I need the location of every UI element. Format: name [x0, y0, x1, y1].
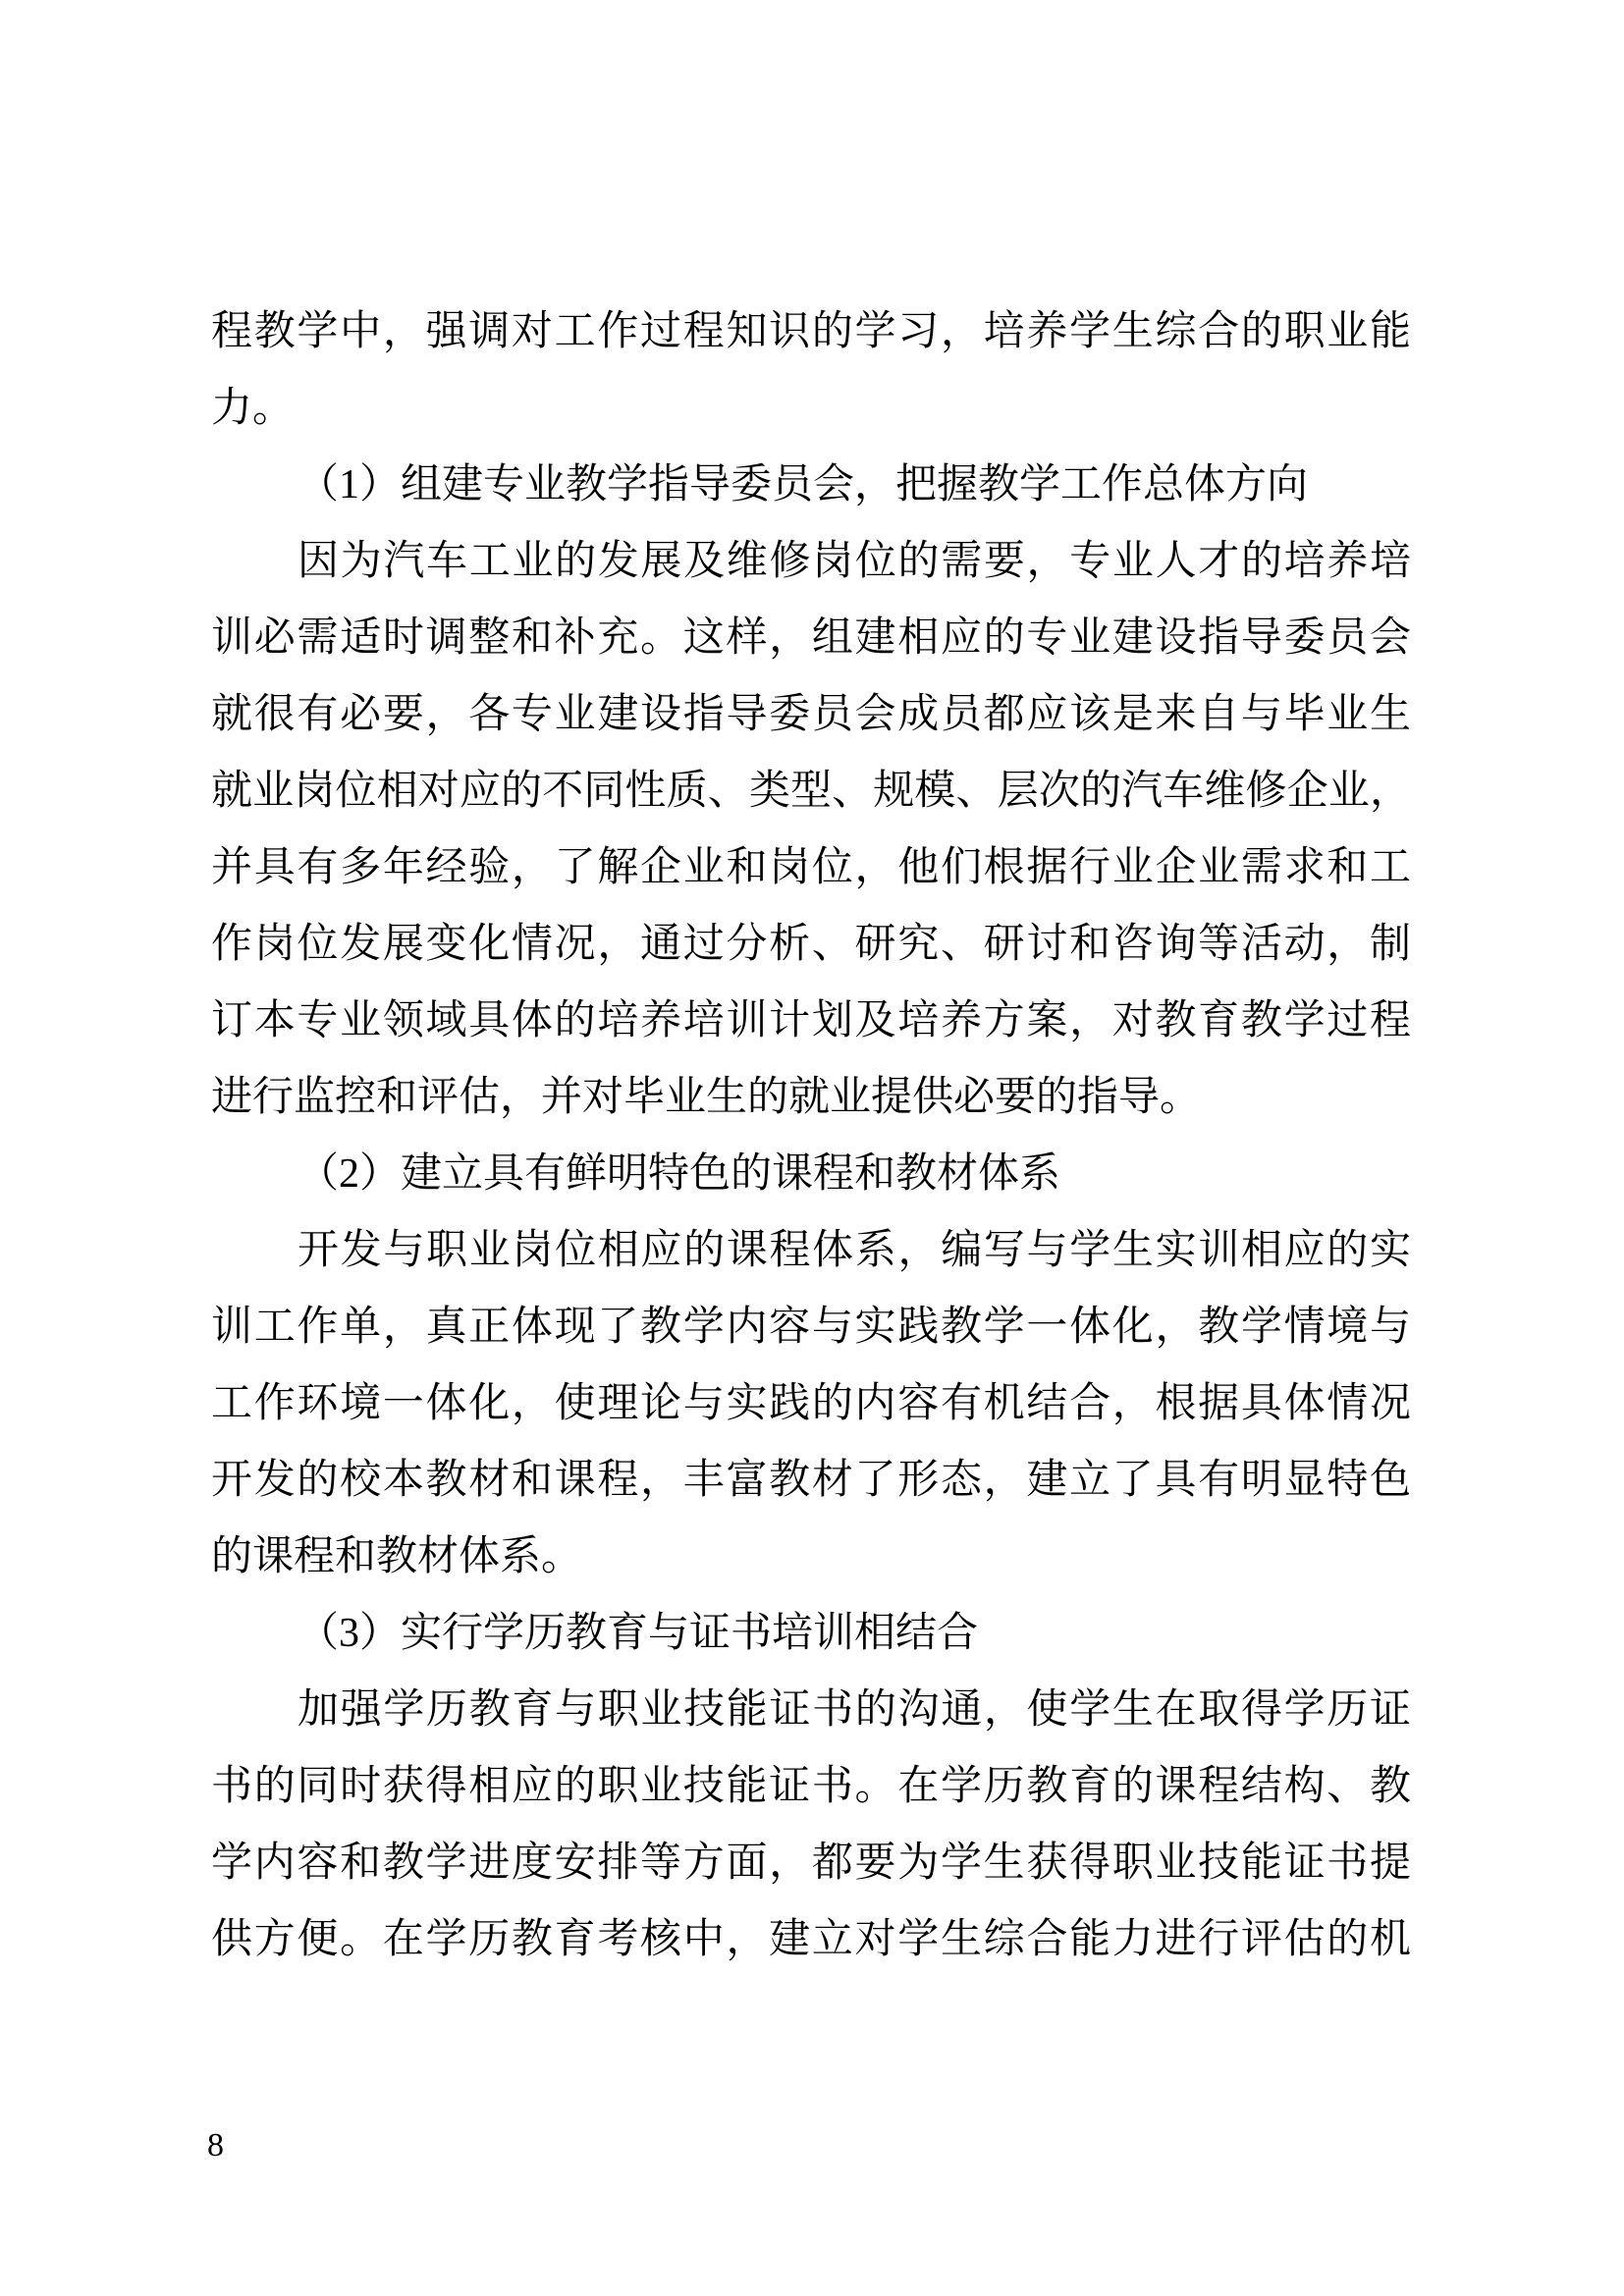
text-line: 程教学中，强调对工作过程知识的学习，培养学生综合的职业能: [211, 309, 1411, 354]
text-line: 进行监控和评估，并对毕业生的就业提供必要的指导。: [211, 1075, 1202, 1120]
page-number: 8: [207, 2127, 224, 2163]
document-body: [211, 294, 1411, 1978]
text-line: 并具有多年经验，了解企业和岗位，他们根据行业企业需求和工: [211, 845, 1411, 890]
text-line: 因为汽车工业的发展及维修岗位的需要，专业人才的培养培: [298, 539, 1411, 584]
text-line: 开发的校本教材和课程，丰富教材了形态，建立了具有明显特色: [211, 1458, 1411, 1503]
paragraph: [211, 1136, 1411, 1212]
text-line: 工作环境一体化，使理论与实践的内容有机结合，根据具体情况: [211, 1381, 1411, 1426]
text-line: （1）组建专业教学指导委员会，把握教学工作总体方向: [298, 462, 1309, 507]
text-line: 加强学历教育与职业技能证书的沟通，使学生在取得学历证: [298, 1687, 1411, 1733]
text-line: （3）实行学历教育与证书培训相结合: [298, 1611, 979, 1656]
text-line: 开发与职业岗位相应的课程体系，编写与学生实训相应的实: [298, 1228, 1411, 1273]
text-line: （2）建立具有鲜明特色的课程和教材体系: [298, 1151, 1061, 1197]
text-line: 供方便。在学历教育考核中，建立对学生综合能力进行评估的机: [211, 1917, 1411, 1962]
paragraph: [211, 294, 1411, 447]
paragraph: [211, 1595, 1411, 1672]
paragraph: [211, 1212, 1411, 1595]
text-line: 力。: [211, 386, 295, 431]
paragraph: [211, 1672, 1411, 1978]
text-line: 训工作单，真正体现了教学内容与实践教学一体化，教学情境与: [211, 1305, 1411, 1350]
paragraph: [211, 447, 1411, 523]
text-line: 的课程和教材体系。: [211, 1534, 583, 1579]
text-line: 就业岗位相对应的不同性质、类型、规模、层次的汽车维修企业，: [211, 769, 1411, 814]
paragraph: [211, 523, 1411, 1136]
text-line: 订本专业领域具体的培养培训计划及培养方案，对教育教学过程: [211, 998, 1411, 1043]
text-line: 训必需适时调整和补充。这样，组建相应的专业建设指导委员会: [211, 615, 1411, 661]
text-line: 作岗位发展变化情况，通过分析、研究、研讨和咨询等活动，制: [211, 922, 1411, 967]
text-line: 学内容和教学进度安排等方面，都要为学生获得职业技能证书提: [211, 1841, 1411, 1886]
text-line: 就很有必要，各专业建设指导委员会成员都应该是来自与毕业生: [211, 692, 1411, 737]
text-line: 书的同时获得相应的职业技能证书。在学历教育的课程结构、教: [211, 1764, 1411, 1809]
